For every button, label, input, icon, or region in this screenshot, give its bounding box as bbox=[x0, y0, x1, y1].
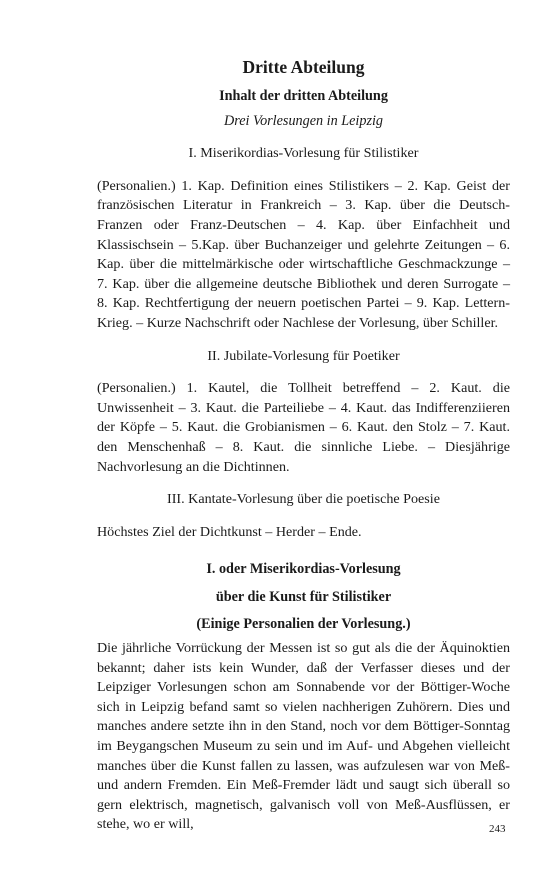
contents-subtitle: Drei Vorlesungen in Leipzig bbox=[223, 112, 384, 129]
lecture-body: Die jährliche Vorrückung der Messen ist so gut als die der Äquinoktien bekannt; daher ists kein Wunder, daß der Verfasser dieses und der Leipziger Vorlesungen schon am Sonnabende vor der Böttiger-Woche sich in Leipzig befand samt so vielen nachherigen Zuhörern. Dies und manches andere setzte ihn in den Stand, noch vor dem Böttiger-Sonntag im Beygangschen Museum zu sein und im Auf- und Abgehen vielleicht manches über die Kunst fallen zu lassen, was aufzulesen war von Meß- und andern Fremden. Ein Meß-Fremder lädt und saugt sich überall so gern elektrisch, magnetisch, galvanisch voll von Meß-Ausflüssen, er stehe, wo er will, bbox=[97, 640, 510, 833]
page-content bbox=[97, 56, 510, 835]
page-number: 243 bbox=[489, 823, 506, 835]
lecture-heading-2: über die Kunst für Stilistiker bbox=[215, 588, 392, 605]
section-text-1: (Personalien.) 1. Kap. Definition eines Stilistikers – 2. Kap. Geist der französischen Literatur in Frankreich – 3. Kap. über die Deutsch-Franzen oder Franz-Deutschen – 4. Kap. über Einfachheit und Klassischsein – 5.Kap. über Buchanzeiger und gelehrte Zeitungen – 6. Kap. über die mittelmärkische oder wirtschaftliche Geschmackzunge – 7. Kap. über die allgemeine deutsche Bibliothek und deren Surrogate – 8. Kap. Rechtfertigung der neuern poetischen Partei – 9. Kap. Lettern-Krieg. – Kurze Nachschrift oder Nachlese der Vorlesung, über Schiller. bbox=[97, 177, 510, 331]
section-title-1: I. Miserikordias-Vorlesung für Stilistiker bbox=[188, 145, 419, 162]
contents-heading: Inhalt der dritten Abteilung bbox=[219, 88, 388, 104]
lecture-heading-1: I. oder Miserikordias-Vorlesung bbox=[206, 561, 401, 578]
section-title-2: II. Jubilate-Vorlesung für Poetiker bbox=[207, 347, 400, 364]
section-text-2: (Personalien.) 1. Kautel, die Tollheit betreffend – 2. Kaut. die Unwissenheit – 3. Kaut. die Parteiliebe – 4. Kaut. das Indifferenziieren der Köpfe – 5. Kaut. die Grobianismen – 6. Kaut. den Stolz – 7. Kaut. den Menschenhaß – 8. Kaut. die sinnliche Liebe. – Diesjährige Nachvorlesung an die Dichtinnen. bbox=[97, 380, 510, 475]
part-heading: Dritte Abteilung bbox=[242, 57, 365, 77]
lecture-heading-3: (Einige Personalien der Vorlesung.) bbox=[196, 616, 411, 633]
section-text-3: Höchstes Ziel der Dichtkunst – Herder – Ende. bbox=[97, 523, 362, 540]
section-title-3: III. Kantate-Vorlesung über die poetische Poesie bbox=[167, 491, 440, 508]
